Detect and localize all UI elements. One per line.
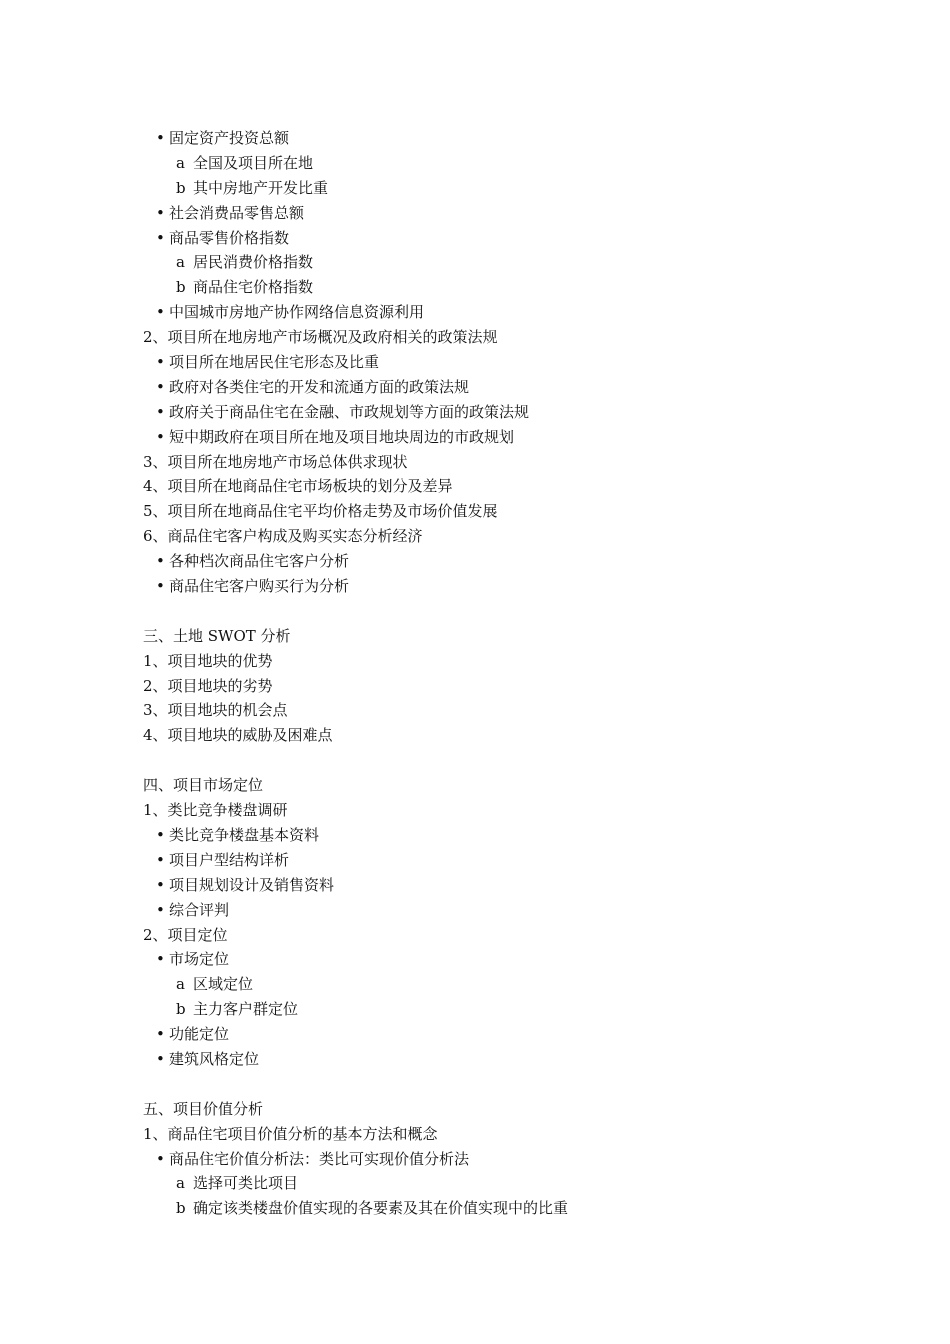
line-text: 4、项目所在地商品住宅市场板块的划分及差异 bbox=[143, 477, 453, 496]
line-text: 政府关于商品住宅在金融、市政规划等方面的政策法规 bbox=[169, 402, 530, 421]
line-text: 商品零售价格指数 bbox=[169, 228, 290, 247]
bullet-marker: • bbox=[156, 900, 165, 919]
line-text: 其中房地产开发比重 bbox=[193, 178, 329, 197]
letter-marker: a bbox=[176, 1174, 185, 1193]
bullet-item bbox=[143, 201, 903, 226]
bullet-marker: • bbox=[156, 552, 165, 571]
line-text: 社会消费品零售总额 bbox=[169, 203, 305, 222]
sub-item bbox=[143, 1196, 903, 1221]
heading-line bbox=[143, 698, 903, 723]
bullet-item bbox=[143, 574, 903, 599]
line-text: 5、项目所在地商品住宅平均价格走势及市场价值发展 bbox=[143, 502, 498, 521]
line-text: 功能定位 bbox=[169, 1025, 230, 1044]
sub-item bbox=[143, 275, 903, 300]
line-text: 市场定位 bbox=[169, 950, 230, 969]
bullet-item bbox=[143, 947, 903, 972]
line-text: 确定该类楼盘价值实现的各要素及其在价值实现中的比重 bbox=[193, 1199, 569, 1218]
letter-marker: a bbox=[176, 153, 185, 172]
line-text: 3、项目地块的机会点 bbox=[143, 701, 288, 720]
line-text: 商品住宅价格指数 bbox=[193, 278, 314, 297]
sub-item bbox=[143, 997, 903, 1022]
line-text: 类比竞争楼盘基本资料 bbox=[169, 825, 320, 844]
bullet-marker: • bbox=[156, 950, 165, 969]
line-text: 各种档次商品住宅客户分析 bbox=[169, 552, 350, 571]
bullet-marker: • bbox=[156, 825, 165, 844]
heading-line bbox=[143, 723, 903, 748]
line-text: 1、项目地块的优势 bbox=[143, 651, 273, 670]
heading-line bbox=[143, 524, 903, 549]
heading-line bbox=[143, 499, 903, 524]
bullet-marker: • bbox=[156, 1049, 165, 1068]
line-text: 2、项目定位 bbox=[143, 925, 228, 944]
heading-line bbox=[143, 474, 903, 499]
outline-list bbox=[143, 126, 903, 1221]
line-text: 主力客户群定位 bbox=[193, 1000, 299, 1019]
letter-marker: a bbox=[176, 975, 185, 994]
line-text: 居民消费价格指数 bbox=[193, 253, 314, 272]
blank-line bbox=[143, 748, 903, 773]
line-text: 中国城市房地产协作网络信息资源利用 bbox=[169, 303, 425, 322]
line-text: 短中期政府在项目所在地及项目地块周边的市政规划 bbox=[169, 427, 515, 446]
line-text: 综合评判 bbox=[169, 900, 230, 919]
line-text: 2、项目所在地房地产市场概况及政府相关的政策法规 bbox=[143, 328, 498, 347]
line-text: 项目户型结构详析 bbox=[169, 850, 290, 869]
line-text: 选择可类比项目 bbox=[193, 1174, 299, 1193]
line-text: 4、项目地块的威胁及困难点 bbox=[143, 726, 333, 745]
letter-marker: b bbox=[176, 1199, 186, 1218]
heading-line bbox=[143, 649, 903, 674]
letter-marker: b bbox=[176, 178, 186, 197]
bullet-marker: • bbox=[156, 129, 165, 147]
line-text: 全国及项目所在地 bbox=[193, 153, 314, 172]
bullet-item bbox=[143, 549, 903, 574]
sub-item bbox=[143, 250, 903, 275]
line-text: 1、商品住宅项目价值分析的基本方法和概念 bbox=[143, 1124, 438, 1143]
heading-line bbox=[143, 450, 903, 475]
line-text: 固定资产投资总额 bbox=[169, 129, 290, 147]
bullet-item bbox=[143, 1022, 903, 1047]
line-text: 区域定位 bbox=[193, 975, 254, 994]
letter-marker: b bbox=[176, 1000, 186, 1019]
bullet-marker: • bbox=[156, 875, 165, 894]
line-text: 五、项目价值分析 bbox=[143, 1099, 264, 1118]
bullet-marker: • bbox=[156, 203, 165, 222]
bullet-marker: • bbox=[156, 427, 165, 446]
heading-line bbox=[143, 773, 903, 798]
bullet-item bbox=[143, 1047, 903, 1072]
bullet-marker: • bbox=[156, 402, 165, 421]
bullet-item bbox=[143, 126, 903, 151]
bullet-marker: • bbox=[156, 228, 165, 247]
letter-marker: a bbox=[176, 253, 185, 272]
line-text: 建筑风格定位 bbox=[169, 1049, 260, 1068]
line-text: 3、项目所在地房地产市场总体供求现状 bbox=[143, 452, 408, 471]
bullet-marker: • bbox=[156, 377, 165, 396]
bullet-marker: • bbox=[156, 353, 165, 372]
bullet-marker: • bbox=[156, 1025, 165, 1044]
heading-line bbox=[143, 923, 903, 948]
line-text: 2、项目地块的劣势 bbox=[143, 676, 273, 695]
bullet-marker: • bbox=[156, 850, 165, 869]
line-text: 商品住宅价值分析法：类比可实现价值分析法 bbox=[169, 1149, 470, 1168]
heading-line bbox=[143, 624, 903, 649]
bullet-item bbox=[143, 350, 903, 375]
line-text: 三、土地 SWOT 分析 bbox=[143, 626, 291, 645]
heading-line bbox=[143, 1097, 903, 1122]
heading-line bbox=[143, 325, 903, 350]
blank-line bbox=[143, 599, 903, 624]
sub-item bbox=[143, 176, 903, 201]
sub-item bbox=[143, 972, 903, 997]
line-text: 1、类比竞争楼盘调研 bbox=[143, 801, 288, 820]
heading-line bbox=[143, 798, 903, 823]
line-text: 商品住宅客户购买行为分析 bbox=[169, 577, 350, 596]
sub-item bbox=[143, 151, 903, 176]
bullet-marker: • bbox=[156, 577, 165, 596]
heading-line bbox=[143, 674, 903, 699]
line-text: 四、项目市场定位 bbox=[143, 776, 264, 795]
sub-item bbox=[143, 1171, 903, 1196]
bullet-item bbox=[143, 848, 903, 873]
bullet-item bbox=[143, 898, 903, 923]
line-text: 项目规划设计及销售资料 bbox=[169, 875, 335, 894]
bullet-item bbox=[143, 425, 903, 450]
line-text: 政府对各类住宅的开发和流通方面的政策法规 bbox=[169, 377, 470, 396]
heading-line bbox=[143, 1122, 903, 1147]
bullet-item bbox=[143, 1147, 903, 1172]
bullet-item bbox=[143, 823, 903, 848]
bullet-item bbox=[143, 226, 903, 251]
bullet-item bbox=[143, 300, 903, 325]
bullet-marker: • bbox=[156, 303, 165, 322]
bullet-marker: • bbox=[156, 1149, 165, 1168]
blank-line bbox=[143, 1072, 903, 1097]
line-text: 6、商品住宅客户构成及购买实态分析经济 bbox=[143, 527, 423, 546]
bullet-item bbox=[143, 375, 903, 400]
line-text: 项目所在地居民住宅形态及比重 bbox=[169, 353, 380, 372]
letter-marker: b bbox=[176, 278, 186, 297]
bullet-item bbox=[143, 400, 903, 425]
bullet-item bbox=[143, 873, 903, 898]
